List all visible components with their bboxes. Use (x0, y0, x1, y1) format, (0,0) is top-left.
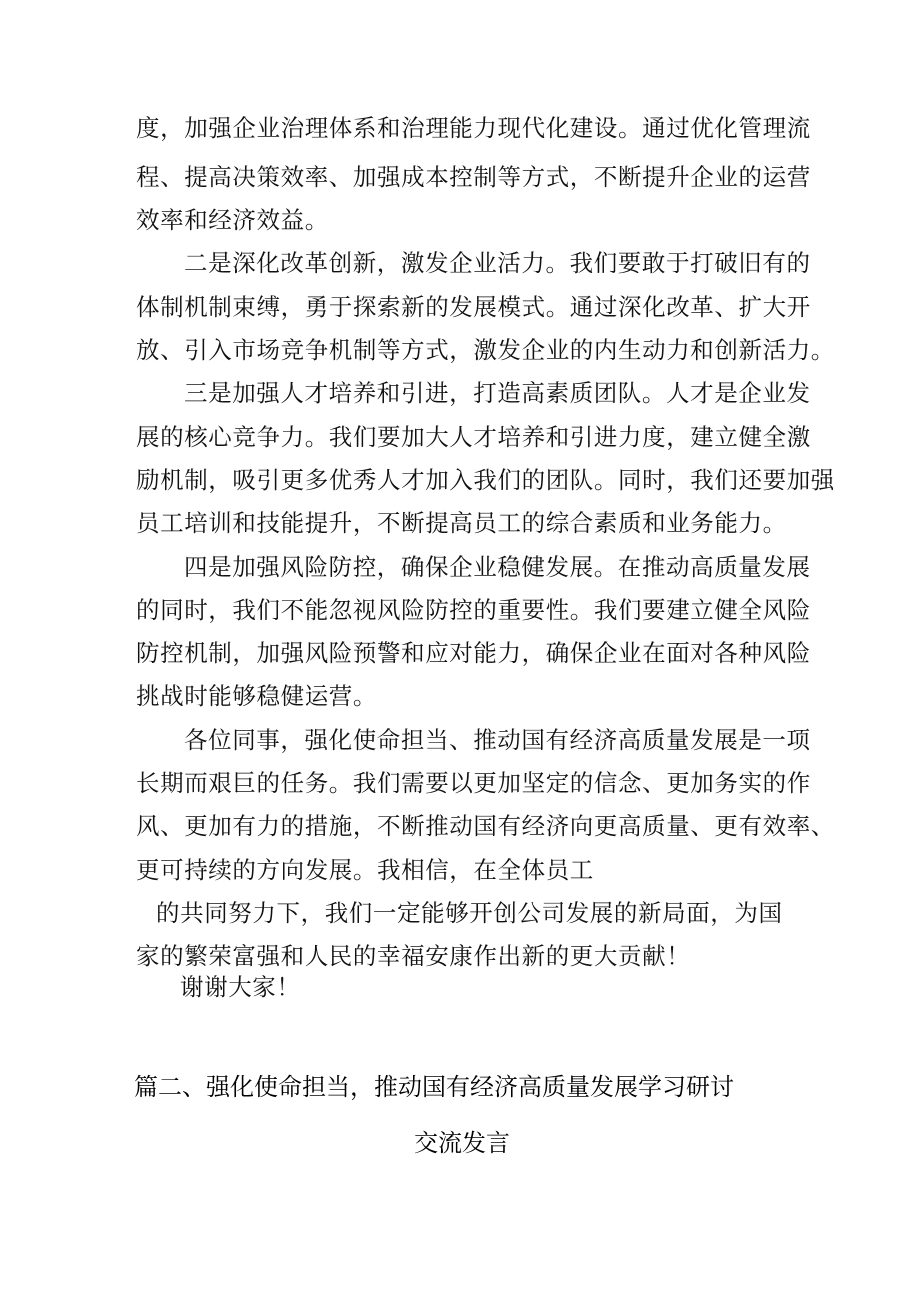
closing-line: 谢谢大家！ (180, 973, 301, 1001)
section-heading: 篇二、强化使命担当，推动国有经济高质量发展学习研讨 (134, 1073, 734, 1101)
paragraph-line: 四是加强风险防控，确保企业稳健发展。在推动高质量发展 (184, 553, 811, 581)
paragraph-line: 的同时，我们不能忽视风险防控的重要性。我们要建立健全风险 (136, 596, 811, 624)
paragraph-line: 长期而艰巨的任务。我们需要以更加坚定的信念、更加务实的作 (136, 769, 811, 797)
paragraph-line: 程、提高决策效率、加强成本控制等方式，不断提升企业的运营 (136, 163, 811, 191)
paragraph-line: 风、更加有力的措施，不断推动国有经济向更高质量、更有效率、 (136, 812, 835, 840)
paragraph-line: 更可持续的方向发展。我相信，在全体员工 (136, 856, 594, 884)
paragraph-line: 三是加强人才培养和引进，打造高素质团队。人才是企业发 (184, 379, 811, 407)
paragraph-line: 家的繁荣富强和人民的幸福安康作出新的更大贡献！ (136, 942, 691, 970)
paragraph-line: 的共同努力下，我们一定能够开创公司发展的新局面，为国 (156, 899, 783, 927)
section-heading-continued: 交流发言 (414, 1129, 510, 1157)
paragraph-line: 放、引入市场竞争机制等方式，激发企业的内生动力和创新活力。 (136, 336, 835, 364)
paragraph-line: 体制机制束缚，勇于探索新的发展模式。通过深化改革、扩大开 (136, 293, 811, 321)
paragraph-line: 度，加强企业治理体系和治理能力现代化建设。通过优化管理流 (136, 114, 811, 142)
paragraph-line: 二是深化改革创新，激发企业活力。我们要敢于打破旧有的 (184, 249, 811, 277)
paragraph-line: 各位同事，强化使命担当、推动国有经济高质量发展是一项 (184, 726, 811, 754)
paragraph-line: 挑战时能够稳健运营。 (136, 682, 377, 710)
paragraph-line: 效率和经济效益。 (136, 206, 329, 234)
paragraph-line: 励机制，吸引更多优秀人才加入我们的团队。同时，我们还要加强 (136, 466, 835, 494)
paragraph-line: 防控机制，加强风险预警和应对能力，确保企业在面对各种风险 (136, 639, 811, 667)
paragraph-line: 展的核心竞争力。我们要加大人才培养和引进力度，建立健全激 (136, 423, 811, 451)
paragraph-line: 员工培训和技能提升，不断提高员工的综合素质和业务能力。 (136, 509, 787, 537)
